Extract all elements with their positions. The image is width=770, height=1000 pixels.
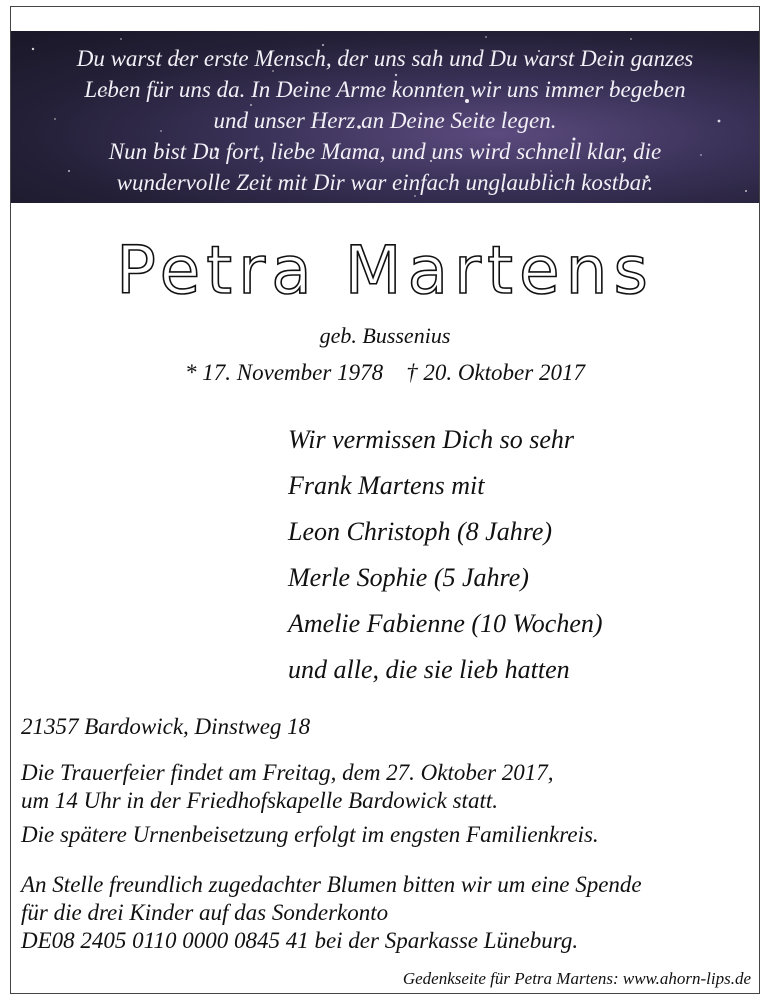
banner-line: Leben für uns da. In Deine Arme konnten wir uns immer begeben <box>84 77 686 102</box>
deceased-name-signature <box>11 225 759 315</box>
deceased-name-text: Petra Martens <box>116 232 654 309</box>
memorial-page-link[interactable]: Gedenkseite für Petra Martens: www.ahorn-lips.de <box>402 969 751 988</box>
address: 21357 Bardowick, Dinstweg 18 <box>21 714 311 739</box>
donation-line: An Stelle freundlich zugedachter Blumen bitten wir um eine Spende <box>21 872 642 897</box>
birth-name: geb. Bussenius <box>319 323 451 348</box>
funeral-info <box>21 759 554 815</box>
donation-info <box>21 871 642 955</box>
life-dates: * 17. November 1978 † 20. Oktober 2017 <box>185 360 585 385</box>
urn-burial-info: Die spätere Urnenbeisetzung erfolgt im engsten Familienkreis. <box>21 822 599 847</box>
mourner-line: Leon Christoph (8 Jahre) <box>288 517 553 546</box>
banner-line: wundervolle Zeit mit Dir war einfach unglaublich kostbar. <box>116 170 654 195</box>
banner-line: Nun bist Du fort, liebe Mama, und uns wird schnell klar, die <box>108 139 662 164</box>
banner-line: Du warst der erste Mensch, der uns sah und Du warst Dein ganzes <box>76 46 694 71</box>
mourner-line: Merle Sophie (5 Jahre) <box>288 563 529 592</box>
donation-line: DE08 2405 0110 0000 0845 41 bei der Sparkasse Lüneburg. <box>21 928 579 953</box>
banner-poem <box>11 43 759 198</box>
funeral-line: um 14 Uhr in der Friedhofskapelle Bardowick statt. <box>21 788 498 813</box>
mourner-line: Frank Martens mit <box>288 471 485 500</box>
mourners-list <box>288 417 748 693</box>
funeral-line: Die Trauerfeier findet am Freitag, dem 27. Oktober 2017, <box>21 760 554 785</box>
mourner-line: und alle, die sie lieb hatten <box>288 655 570 684</box>
mourner-line: Wir vermissen Dich so sehr <box>288 425 574 454</box>
donation-line: für die drei Kinder auf das Sonderkonto <box>21 900 389 925</box>
starry-sky-banner <box>11 31 759 203</box>
banner-line: und unser Herz an Deine Seite legen. <box>213 108 557 133</box>
mourner-line: Amelie Fabienne (10 Wochen) <box>288 609 603 638</box>
deceased-name <box>11 225 759 315</box>
obituary-notice <box>10 6 760 994</box>
